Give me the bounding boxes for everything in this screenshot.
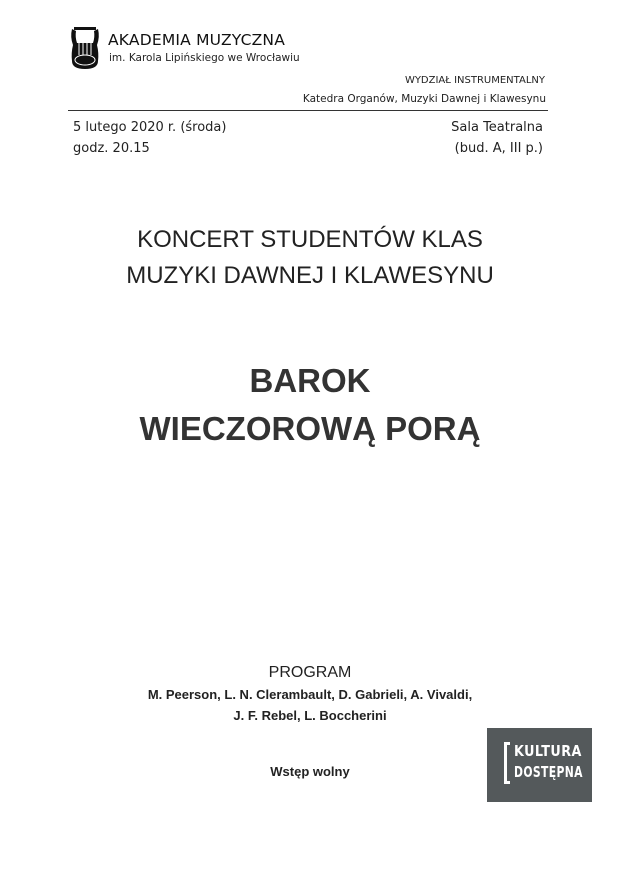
institution-name: AKADEMIA MUZYCZNA <box>108 31 286 49</box>
header-divider <box>68 110 548 111</box>
badge-line1: KULTURA <box>514 742 582 760</box>
concert-heading-line1: KONCERT STUDENTÓW KLAS <box>137 226 483 253</box>
concert-title-line1: BAROK <box>249 362 371 399</box>
event-time: godz. 20.15 <box>73 141 150 156</box>
composers-line1: M. Peerson, L. N. Clerambault, D. Gabrieli, A. Vivaldi, <box>147 687 473 702</box>
bracket-icon <box>504 742 510 784</box>
badge-line2: DOSTĘPNA <box>514 763 583 781</box>
program-label: PROGRAM <box>268 664 352 681</box>
department-name: Katedra Organów, Muzyki Dawnej i Klawesynu <box>302 93 546 105</box>
event-building: (bud. A, III p.) <box>454 141 543 156</box>
composers-line2: J. F. Rebel, L. Boccherini <box>233 708 387 723</box>
institution-subtitle: im. Karola Lipińskiego we Wrocławiu <box>109 52 300 64</box>
lyre-logo-icon <box>68 25 102 71</box>
event-venue: Sala Teatralna <box>451 120 543 135</box>
concert-title-line2: WIECZOROWĄ PORĄ <box>139 410 481 447</box>
kultura-dostepna-logo <box>487 728 592 802</box>
faculty-name: WYDZIAŁ INSTRUMENTALNY <box>404 75 545 86</box>
event-date: 5 lutego 2020 r. (środa) <box>73 120 227 135</box>
concert-heading-line2: MUZYKI DAWNEJ I KLAWESYNU <box>126 262 494 289</box>
entry-info: Wstęp wolny <box>270 764 350 779</box>
